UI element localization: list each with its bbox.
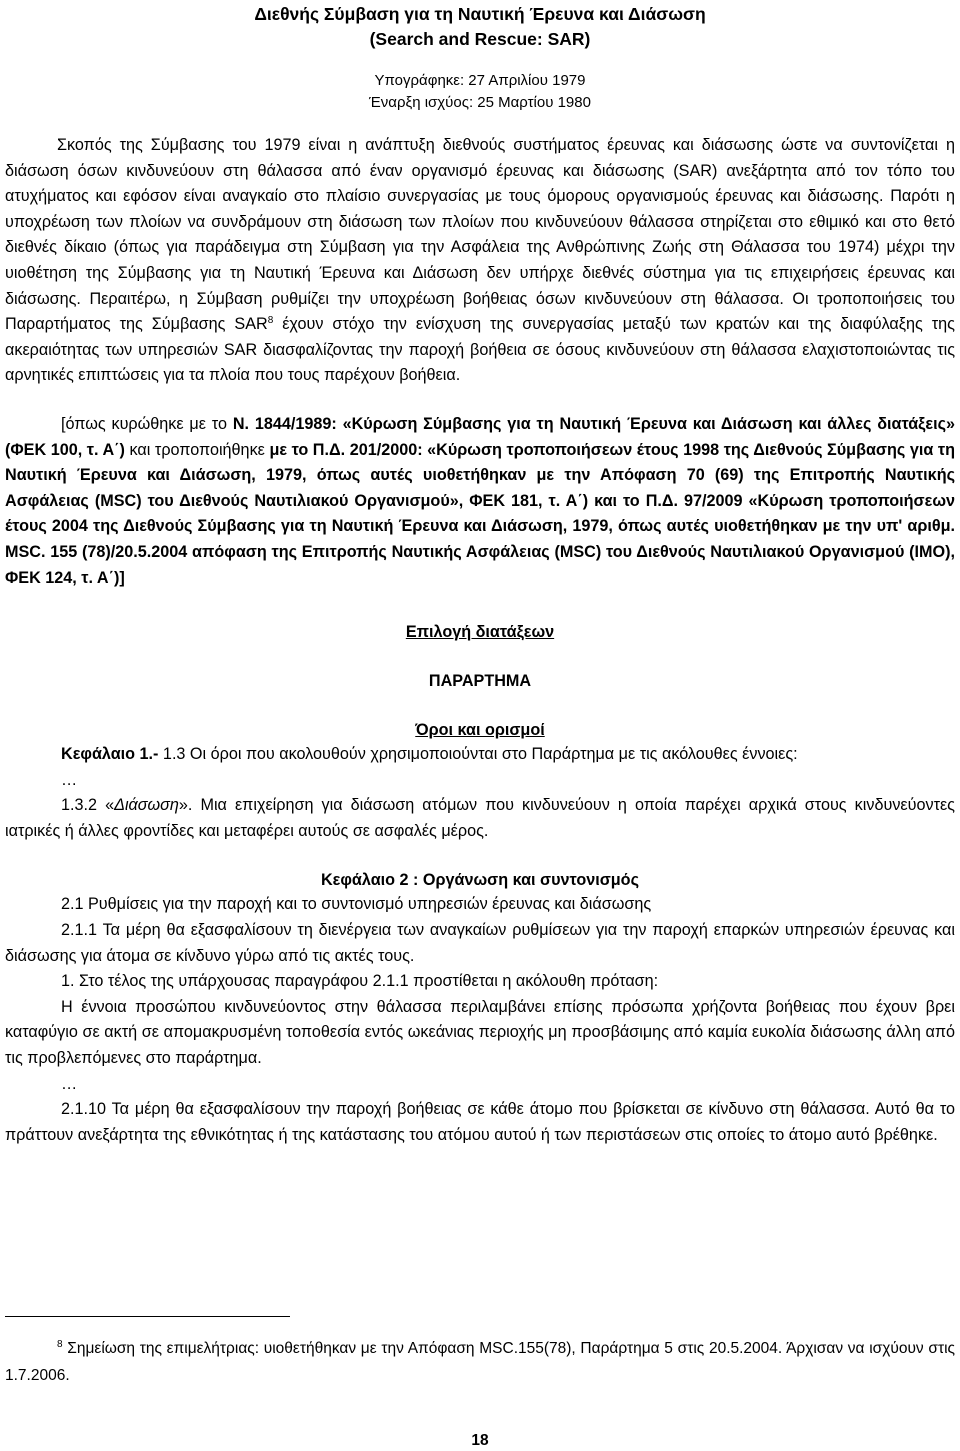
footnote-number: 8	[57, 1339, 63, 1350]
footnote	[5, 1335, 955, 1389]
ellipsis: …	[61, 1074, 78, 1093]
intro-text-continued: έχουν στόχο την ενίσχυση της συνεργασίας μεταξύ των κρατών και της διαφύλαξης της ακεραιότητας των υπηρεσιών SAR διασφαλίζοντας την παροχή βοήθεια σε όσους κινδυνεύουν στη θάλασσα ελαχιστοποιώντας τις αρνητικές επιπτώσεις για τα πλοία που τους παρέχουν βοήθεια.	[5, 315, 955, 385]
section-heading-annex: ΠΑΡΑΡΤΗΜΑ	[428, 672, 532, 691]
chapter2-paragraph: 1. Στο τέλος της υπάρχουσας παραγράφου 2.1.1 προστίθεται η ακόλουθη πρόταση:	[61, 972, 659, 991]
document-subtitle: (Search and Rescue: SAR)	[369, 29, 591, 49]
chapter2-paragraph: 2.1.1 Τα μέρη θα εξασφαλίσουν τη διενέργεια των αναγκαίων ρυθμίσεων για την παροχή επαρκών υπηρεσιών έρευνας και διάσωσης για άτομα σε κίνδυνο γύρω από τις ακτές τους.	[5, 921, 955, 965]
signed-date: Υπογράφηκε: 27 Απριλίου 1979	[374, 72, 586, 89]
document-title: Διεθνής Σύμβαση για τη Ναυτική Έρευνα και Διάσωση	[254, 4, 706, 24]
chapter2-heading: Κεφάλαιο 2 : Οργάνωση και συντονισμός	[320, 871, 639, 890]
intro-text: Σκοπός της Σύμβασης του 1979 είναι η ανάπτυξη διεθνούς συστήματος έρευνας και διάσωσης ώστε να συντονίζεται η διάσωση όσων κινδυνεύουν στη θάλασσα από έναν οργανισμό έρευνας και διάσωσης (SAR) ανεξάρτητα από τον τόπο του ατυχήματος και εφόσον είναι αναγκαίο στο πλαίσιο συνεργασίας με τους όμορους οργανισμούς έρευνας και διάσωσης. Παρότι η υποχρέωση των πλοίων να συνδράμουν στη διάσωση των πλοίων που κινδυνεύουν θάλασσα στηρίζεται στο εθιμικό και στο θετό διεθνές δίκαιο (όπως για παράδειγμα στη Σύμβαση για την Ασφάλεια της Ανθρώπινης Ζωής στη Θάλασσα του 1974) μέχρι την υιοθέτηση της Σύμβασης για τη Ναυτική Έρευνα και Διάσωση δεν υπήρχε διεθνές σύστημα για τις επιχειρήσεις έρευνας και διάσωσης. Περαιτέρω, η Σύμβαση ρυθμίζει την υποχρέωση βοήθειας όσων κινδυνεύουν στη θάλασσα. Οι τροποποιήσεις του Παραρτήματος της Σύμβασης SAR	[5, 136, 955, 334]
ratification-paragraph	[5, 412, 955, 591]
ratification-text: και τροποποιήθηκε	[124, 440, 270, 459]
definition-text: 1.3.2 «	[61, 796, 115, 815]
footnote-separator	[5, 1316, 290, 1317]
ratification-text: [όπως κυρώθηκε με το	[61, 414, 233, 433]
intro-paragraph	[5, 133, 955, 389]
footnote-reference: 8	[267, 315, 274, 327]
document-page	[5, 0, 955, 1148]
page-number: 18	[471, 1432, 489, 1449]
chapter2-paragraph: 2.1 Ρυθμίσεις για την παροχή και το συντονισμό υπηρεσιών έρευνας και διάσωσης	[61, 895, 652, 914]
section-heading-terms: Όροι και ορισμοί	[415, 721, 545, 740]
decree-reference: με το Π.Δ. 201/2000: «Κύρωση τροποποιήσεων έτους 1998 της Διεθνούς Σύμβασης για τη Ναυτική Έρευνα και Διάσωση, 1979, όπως αυτές υιοθετήθηκαν με την Απόφαση 70 (69) της Επιτροπής Ναυτικής Ασφάλειας (MSC) του Διεθνούς Ναυτιλιακού Οργανισμού», ΦΕΚ 181, τ. Α΄) και το Π.Δ. 97/2009 «Κύρωση τροποποιήσεων έτους 2004 της Διεθνούς Σύμβασης για τη Ναυτική Έρευνα και Διάσωση, 1979, όπως αυτές υιοθετήθηκαν με την υπ' αριθμ. MSC. 155 (78)/20.5.2004 απόφαση της Επιτροπής Ναυτικής Ασφάλειας (MSC) του Διεθνούς Ναυτιλιακού Οργανισμού (IMO), ΦΕΚ 124, τ. Α΄)]	[5, 440, 955, 587]
definition-text: ». Μια επιχείρηση για διάσωση ατόμων που κινδυνεύουν η οποία παρέχει αρχικά στους κινδυνεύοντες ιατρικές ή άλλες φροντίδες και μεταφέρει αυτούς σε ασφαλές μέρος.	[5, 796, 955, 840]
chapter1-paragraph	[5, 742, 955, 768]
footnote-text: Σημείωση της επιμελήτριας: υιοθετήθηκαν με την Απόφαση MSC.155(78), Παράρτημα 5 στις 20.5.2004. Άρχισαν να ισχύουν στις 1.7.2006.	[5, 1340, 955, 1384]
law-reference: Ν. 1844/1989: «Κύρωση Σύμβασης για τη Ναυτική Έρευνα και Διάσωση και άλλες διατάξεις» (ΦΕΚ 100, τ. Α΄)	[5, 414, 955, 459]
chapter2-paragraph: 2.1.10 Τα μέρη θα εξασφαλίσουν την παροχή βοήθειας σε κάθε άτομο που βρίσκεται σε κίνδυνο στη θάλασσα. Αυτό θα το πράττουν ανεξάρτητα της εθνικότητας ή της κατάστασης του ατόμου αυτού ή των περιστάσεων στις οποίες το άτομο αυτό βρέθηκε.	[5, 1100, 955, 1144]
entry-into-force-date: Έναρξη ισχύος: 25 Μαρτίου 1980	[369, 94, 591, 111]
dates-block	[5, 70, 955, 114]
chapter2-paragraph: Η έννοια προσώπου κινδυνεύοντος στην θάλασσα περιλαμβάνει επίσης πρόσωπα χρήζοντα βοήθειας που έχουν βρει καταφύγιο σε ακτή σε απομακρυσμένη τοποθεσία εντός ωκεάνιας περιοχής μη προσβάσιμης από καμία ευκολία διάσωσης άλλη από τις προβλεπόμενες στο παράρτημα.	[5, 997, 955, 1068]
chapter1-label: Κεφάλαιο 1.-	[61, 745, 159, 764]
section-heading-selection: Επιλογή διατάξεων	[405, 623, 555, 642]
definition-rescue	[5, 793, 955, 844]
ellipsis: …	[61, 770, 78, 789]
chapter1-text: 1.3 Οι όροι που ακολουθούν χρησιμοποιούνται στο Παράρτημα με τις ακόλουθες έννοιες:	[158, 745, 798, 764]
definition-term: Διάσωση	[114, 796, 179, 815]
